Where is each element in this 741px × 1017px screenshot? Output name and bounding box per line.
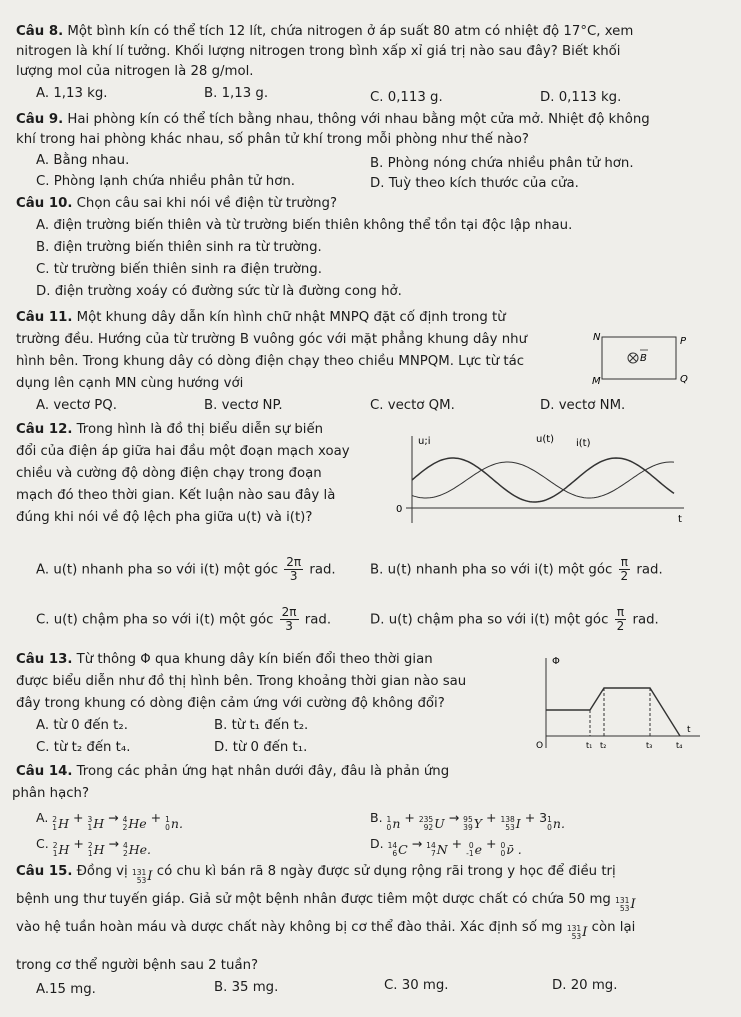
q10-label: Câu 10. bbox=[16, 196, 73, 211]
origin-label: 0 bbox=[396, 504, 403, 515]
symbol: H bbox=[93, 842, 105, 858]
q8-text-3: lượng mol của nitrogen là 28 g/mol. bbox=[16, 64, 254, 79]
mass-number: 1 bbox=[547, 815, 552, 824]
nuclide-numbers bbox=[463, 816, 473, 832]
symbol: H bbox=[58, 816, 69, 832]
atomic-number: 0 bbox=[547, 823, 552, 832]
q15-line4: trong cơ thể người bệnh sau 2 tuần? bbox=[16, 958, 259, 973]
tick-t3: t₃ bbox=[646, 741, 653, 750]
q9-line1 bbox=[16, 112, 650, 129]
nuclide-numbers bbox=[87, 816, 92, 832]
nuclide-y95 bbox=[463, 816, 482, 832]
plus: + bbox=[524, 810, 536, 825]
nuclide-numbers bbox=[426, 842, 436, 858]
q13-text-2: được biểu diễn như đồ thị hình bên. Trong khoảng thời gian nào sau bbox=[16, 674, 467, 689]
q9-option-d: D. Tuỳ theo kích thước của cửa. bbox=[370, 176, 579, 191]
nuclide-numbers bbox=[53, 842, 58, 858]
nuclide-i131 bbox=[567, 925, 588, 942]
plus: + bbox=[150, 810, 162, 825]
electron bbox=[466, 842, 482, 858]
fraction-denominator: 2 bbox=[620, 569, 629, 584]
mass-number: 95 bbox=[463, 815, 473, 824]
option-c-text: C. u(t) chậm pha so với i(t) một góc bbox=[36, 612, 274, 628]
nuclide-numbers bbox=[52, 816, 57, 832]
q9-label: Câu 9. bbox=[16, 112, 64, 127]
q8-text-2: nitrogen là khí lí tưởng. Khối lượng nitrogen trong bình xấp xỉ giá trị nào sau đây? Biết khối bbox=[16, 44, 621, 59]
option-b-text: B. u(t) nhanh pha so với i(t) một góc bbox=[370, 562, 613, 578]
q15-line3 bbox=[16, 920, 635, 941]
atomic-number: 1 bbox=[52, 849, 58, 858]
nuclide-numbers bbox=[388, 842, 398, 858]
q15-text: Đồng vị bbox=[76, 864, 128, 879]
neutron bbox=[547, 816, 565, 832]
q11-figure bbox=[590, 330, 690, 388]
fig-label-n: N bbox=[593, 332, 601, 343]
q8-option-b: B. 1,13 g. bbox=[204, 86, 269, 101]
nuclide-h2 bbox=[52, 816, 69, 832]
q15-option-d: D. 20 mg. bbox=[552, 978, 618, 993]
q14-option-b bbox=[370, 810, 565, 832]
axis-label-t: t bbox=[687, 725, 691, 735]
nuclide-he4 bbox=[123, 816, 147, 832]
q12-option-c bbox=[36, 606, 331, 633]
q15-line1 bbox=[16, 864, 616, 885]
fraction bbox=[619, 556, 631, 583]
nuclide-numbers bbox=[419, 816, 433, 832]
q13-option-a: A. từ 0 đến t₂. bbox=[36, 718, 128, 733]
symbol: n. bbox=[552, 816, 565, 832]
q13-option-b: B. từ t₁ đến t₂. bbox=[214, 718, 309, 733]
mass-number: 235 bbox=[418, 815, 434, 824]
q15-text: vào hệ tuần hoàn máu và dược chất này không bị cơ thể đào thải. Xác định số mg bbox=[16, 920, 563, 935]
q13-text-1: Từ thông Φ qua khung dây kín biến đổi theo thời gian bbox=[76, 652, 433, 667]
q11-label: Câu 11. bbox=[16, 310, 73, 325]
q14-line1 bbox=[16, 764, 449, 781]
mass-number: 3 bbox=[87, 815, 93, 824]
q10-option-d: D. điện trường xoáy có đường sức từ là đường cong hở. bbox=[36, 284, 402, 299]
symbol: I bbox=[515, 816, 521, 832]
q8-text-1: Một bình kín có thể tích 12 lít, chứa nitrogen ở áp suất 80 atm có nhiệt độ 17°C, xem bbox=[67, 24, 634, 39]
atomic-number: 53 bbox=[505, 823, 515, 832]
symbol: I bbox=[147, 868, 153, 884]
q10-option-a: A. điện trường biến thiên và từ trường biến thiên không thể tồn tại độc lập nhau. bbox=[36, 218, 573, 233]
nuclide-c14 bbox=[388, 842, 408, 858]
symbol: I bbox=[582, 924, 588, 940]
q12-text-2: đổi của điện áp giữa hai đầu một đoạn mạch xoay bbox=[16, 444, 350, 459]
q13-label: Câu 13. bbox=[16, 652, 73, 667]
symbol: e bbox=[474, 842, 482, 858]
nuclide-i138 bbox=[500, 816, 520, 832]
arrow: → bbox=[448, 810, 460, 825]
plus: + bbox=[73, 836, 84, 851]
option-a-text: A. u(t) nhanh pha so với i(t) một góc bbox=[36, 562, 279, 578]
plus: + bbox=[404, 810, 415, 825]
q12-graph bbox=[392, 428, 690, 532]
unit: rad. bbox=[309, 562, 336, 578]
atomic-number: -1 bbox=[466, 849, 474, 858]
q8-label: Câu 8. bbox=[16, 24, 64, 39]
option-d-text: D. u(t) chậm pha so với i(t) một góc bbox=[370, 612, 609, 628]
q9-option-c: C. Phòng lạnh chứa nhiều phân tử hơn. bbox=[36, 174, 296, 189]
curve-label-u: u(t) bbox=[536, 434, 555, 445]
nuclide-numbers bbox=[466, 842, 473, 858]
tick-t2: t₂ bbox=[600, 741, 607, 750]
q15-line2 bbox=[16, 892, 636, 913]
mass-number: 0 bbox=[468, 841, 474, 850]
tick-t4: t₄ bbox=[676, 741, 683, 750]
nuclide-numbers bbox=[567, 925, 581, 941]
q12-text-5: đúng khi nói về độ lệch pha giữa u(t) và i(t)? bbox=[16, 510, 313, 525]
q12-option-a bbox=[36, 556, 336, 583]
nuclide-numbers bbox=[123, 842, 128, 858]
q13-option-c: C. từ t₂ đến t₄. bbox=[36, 740, 131, 755]
symbol: H bbox=[58, 842, 70, 858]
q8-line1 bbox=[16, 24, 633, 41]
q11-option-b: B. vectơ NP. bbox=[204, 398, 283, 413]
fig-label-b: B bbox=[640, 353, 647, 364]
fraction-denominator: 3 bbox=[285, 619, 293, 634]
nuclide-i131 bbox=[132, 869, 153, 886]
q8-option-d: D. 0,113 kg. bbox=[540, 90, 622, 105]
q10-line bbox=[16, 196, 337, 213]
atomic-number: 53 bbox=[571, 932, 582, 941]
q12-text-1: Trong hình là đồ thị biểu diễn sự biến bbox=[76, 422, 324, 437]
nuclide-numbers bbox=[88, 842, 93, 858]
voltage-curve bbox=[412, 458, 674, 502]
fraction bbox=[615, 606, 627, 633]
nuclide-h2 bbox=[53, 842, 70, 858]
unit: rad. bbox=[632, 612, 659, 628]
atomic-number: 2 bbox=[122, 823, 128, 832]
arrow: → bbox=[108, 810, 119, 825]
q13-option-d: D. từ 0 đến t₁. bbox=[214, 740, 308, 755]
fraction bbox=[284, 556, 303, 583]
nuclide-n14 bbox=[426, 842, 447, 858]
mass-number: 0 bbox=[500, 841, 506, 850]
fraction-numerator: 2π bbox=[286, 555, 302, 569]
plus: + bbox=[451, 836, 463, 851]
fig-label-m: M bbox=[592, 376, 601, 387]
symbol: I bbox=[630, 896, 636, 912]
atomic-number: 0 bbox=[500, 849, 506, 858]
q15-text: bệnh ung thư tuyến giáp. Giả sử một bệnh nhân được tiêm một dược chất có chứa 50 mg bbox=[16, 892, 611, 907]
unit: rad. bbox=[636, 562, 663, 578]
q12-label: Câu 12. bbox=[16, 422, 73, 437]
fraction-numerator: π bbox=[615, 606, 627, 620]
q15-option-a: A.15 mg. bbox=[36, 982, 96, 997]
option-label: D. bbox=[370, 836, 384, 851]
axis-label-t: t bbox=[678, 514, 682, 525]
q15-text: còn lại bbox=[591, 920, 636, 935]
q15-text: có chu kì bán rã 8 ngày được sử dụng rộng rãi trong y học để điều trị bbox=[156, 864, 616, 879]
nuclide-u235 bbox=[419, 816, 445, 832]
nuclide-h3 bbox=[87, 816, 104, 832]
q11-text-4: dụng lên cạnh MN cùng hướng với bbox=[16, 376, 244, 391]
atomic-number: 2 bbox=[122, 849, 128, 858]
symbol: He. bbox=[128, 842, 152, 858]
q12-text-3: chiều và cường độ dòng điện chạy trong đoạn bbox=[16, 466, 322, 481]
q12-text-4: mạch đó theo thời gian. Kết luận nào sau đây là bbox=[16, 488, 336, 503]
mass-number: 131 bbox=[615, 896, 630, 905]
curve-label-i: i(t) bbox=[576, 438, 591, 449]
atomic-number: 1 bbox=[87, 823, 93, 832]
q13-text-3: đây trong khung có dòng điện cảm ứng với cường độ không đổi? bbox=[16, 696, 445, 711]
nuclide-h2 bbox=[88, 842, 105, 858]
q11-option-d: D. vectơ NM. bbox=[540, 398, 626, 413]
mass-number: 1 bbox=[165, 815, 170, 824]
origin-label: O bbox=[536, 741, 544, 751]
q13-line1 bbox=[16, 652, 433, 669]
q13-graph bbox=[532, 648, 704, 756]
q11-text-3: hình bên. Trong khung dây có dòng điện chạy theo chiều MNPQM. Lực từ tác bbox=[16, 354, 525, 369]
symbol: U bbox=[434, 816, 445, 832]
symbol: H bbox=[93, 816, 105, 832]
q9-text-1: Hai phòng kín có thể tích bằng nhau, thông với nhau bằng một cửa mở. Nhiệt độ không bbox=[67, 112, 650, 127]
q15-option-b: B. 35 mg. bbox=[214, 980, 279, 995]
plus: + bbox=[72, 810, 84, 825]
unit: rad. bbox=[304, 612, 332, 628]
q14-option-d bbox=[370, 836, 522, 858]
option-label: B. bbox=[370, 810, 383, 825]
atomic-number: 39 bbox=[463, 823, 473, 832]
q10-option-b: B. điện trường biến thiên sinh ra từ trường. bbox=[36, 240, 322, 255]
mass-number: 138 bbox=[500, 815, 515, 824]
q10-stem: Chọn câu sai khi nói về điện từ trường? bbox=[76, 196, 338, 211]
mass-number: 2 bbox=[87, 841, 93, 850]
atomic-number: 92 bbox=[423, 823, 434, 832]
q14-text-2: phân hạch? bbox=[12, 786, 90, 801]
flux-curve bbox=[546, 688, 680, 736]
tick-t1: t₁ bbox=[586, 741, 593, 750]
atomic-number: 0 bbox=[165, 823, 170, 832]
fraction-denominator: 2 bbox=[616, 619, 625, 634]
option-label: C. bbox=[36, 836, 49, 851]
mass-number: 4 bbox=[122, 815, 128, 824]
antineutrino bbox=[500, 842, 521, 858]
nuclide-he4 bbox=[123, 842, 151, 858]
q14-label: Câu 14. bbox=[16, 764, 73, 779]
mass-number: 2 bbox=[52, 841, 58, 850]
nuclide-numbers bbox=[123, 816, 128, 832]
fraction bbox=[280, 606, 299, 633]
atomic-number: 1 bbox=[52, 823, 58, 832]
frame-rectangle bbox=[602, 337, 676, 379]
mass-number: 14 bbox=[387, 841, 398, 850]
plus: + bbox=[485, 810, 497, 825]
symbol: Y bbox=[473, 816, 482, 832]
q9-option-b: B. Phòng nóng chứa nhiều phân tử hơn. bbox=[370, 156, 634, 171]
mass-number: 2 bbox=[52, 815, 58, 824]
fig-label-q: Q bbox=[680, 374, 688, 385]
atomic-number: 0 bbox=[386, 823, 392, 832]
arrow: → bbox=[411, 836, 423, 851]
q11-text-2: trường đều. Hướng của từ trường B vuông góc với mặt phẳng khung dây như bbox=[16, 332, 527, 347]
nuclide-i131 bbox=[615, 897, 636, 914]
nuclide-numbers bbox=[500, 816, 514, 832]
nuclide-numbers bbox=[387, 816, 392, 832]
axis-label-ui: u;i bbox=[418, 436, 431, 447]
coefficient: 3 bbox=[539, 810, 548, 825]
arrow: → bbox=[108, 836, 119, 851]
nuclide-numbers bbox=[547, 816, 552, 832]
fraction-denominator: 3 bbox=[289, 569, 298, 584]
q14-text-1: Trong các phản ứng hạt nhân dưới đây, đâu là phản ứng bbox=[76, 764, 450, 779]
mass-number: 131 bbox=[131, 868, 147, 877]
q9-text-2: khí trong hai phòng khác nhau, số phân tử khí trong mỗi phòng như thế nào? bbox=[16, 132, 529, 147]
q14-option-a bbox=[36, 810, 183, 832]
axis-label-phi: Φ bbox=[552, 656, 560, 667]
fraction-numerator: 2π bbox=[281, 605, 297, 619]
symbol: ν̄ . bbox=[506, 842, 522, 858]
q11-option-a: A. vectơ PQ. bbox=[36, 398, 117, 413]
q8-option-a: A. 1,13 kg. bbox=[36, 86, 108, 101]
nuclide-numbers bbox=[615, 897, 629, 913]
current-curve bbox=[412, 462, 674, 498]
option-label: A. bbox=[36, 810, 49, 825]
q12-option-d bbox=[370, 606, 659, 633]
q9-option-a: A. Bằng nhau. bbox=[36, 153, 130, 168]
q11-option-c: C. vectơ QM. bbox=[370, 398, 455, 413]
symbol: n bbox=[392, 816, 401, 832]
symbol: C bbox=[398, 842, 408, 858]
fig-label-p: P bbox=[680, 336, 687, 347]
nuclide-numbers bbox=[165, 816, 170, 832]
mass-number: 4 bbox=[122, 841, 128, 850]
q8-option-c: C. 0,113 g. bbox=[370, 90, 443, 105]
symbol: He bbox=[128, 816, 147, 832]
atomic-number: 7 bbox=[430, 849, 436, 858]
q12-option-b bbox=[370, 556, 663, 583]
atomic-number: 53 bbox=[619, 904, 630, 913]
symbol: N bbox=[436, 842, 448, 858]
neutron bbox=[387, 816, 401, 832]
q11-text-1: Một khung dây dẫn kín hình chữ nhật MNPQ đặt cố định trong từ bbox=[76, 310, 506, 325]
mass-number: 14 bbox=[426, 841, 436, 850]
mass-number: 1 bbox=[386, 815, 392, 824]
mass-number: 131 bbox=[566, 924, 582, 933]
atomic-number: 53 bbox=[136, 876, 147, 885]
atomic-number: 1 bbox=[87, 849, 93, 858]
q15-option-c: C. 30 mg. bbox=[384, 978, 449, 993]
nuclide-numbers bbox=[132, 869, 146, 885]
q14-option-c bbox=[36, 836, 151, 858]
q10-option-c: C. từ trường biến thiên sinh ra điện trường. bbox=[36, 262, 322, 277]
plus: + bbox=[485, 836, 497, 851]
fraction-numerator: π bbox=[619, 556, 631, 570]
q12-line1 bbox=[16, 422, 323, 439]
nuclide-numbers bbox=[500, 842, 505, 858]
atomic-number: 6 bbox=[392, 849, 398, 858]
symbol: n. bbox=[170, 816, 183, 832]
q15-label: Câu 15. bbox=[16, 864, 73, 879]
neutron bbox=[165, 816, 183, 832]
q11-line1 bbox=[16, 310, 506, 327]
